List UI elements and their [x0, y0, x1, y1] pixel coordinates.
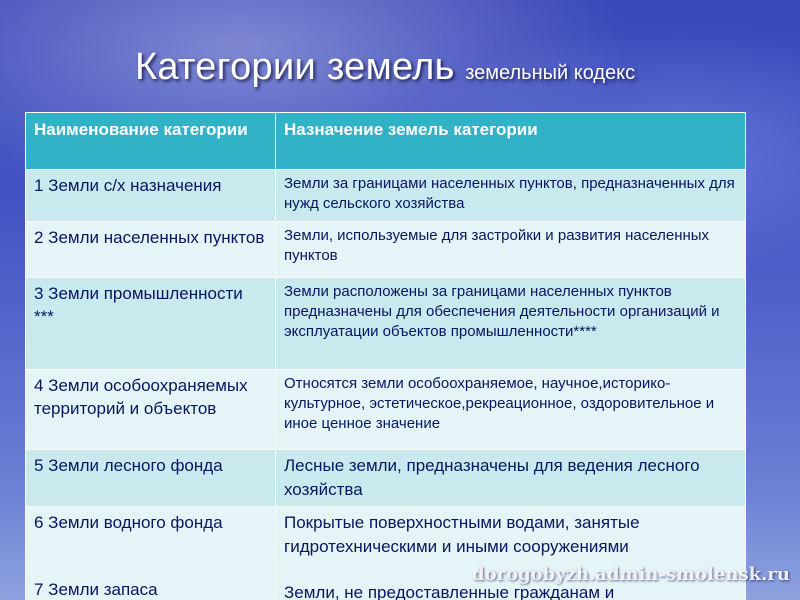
category-name: 2 Земли населенных пунктов [26, 222, 276, 278]
category-purpose: Земли расположены за границами населенных пунктов предназначены для обеспечения деятельности организаций и эксплуатации объектов промышленности**** [276, 278, 746, 370]
category-purpose: Относятся земли особоохраняемое, научное,историко-культурное, эстетическое,рекреационное, оздоровительное и иное ценное значение [276, 370, 746, 450]
category-purpose: Земли, не предоставленные гражданам и [284, 583, 615, 600]
table-row [26, 507, 746, 600]
title-main: Категории земель [135, 46, 455, 88]
table-row [26, 222, 746, 278]
category-purpose: Земли, используемые для застройки и развития населенных пунктов [276, 222, 746, 278]
category-name: 5 Земли лесного фонда [26, 450, 276, 507]
category-name: 1 Земли с/х назначения [26, 170, 276, 222]
category-name: 7 Земли запаса [34, 580, 158, 599]
header-category-purpose: Назначение земель категории [276, 113, 746, 170]
slide-title [135, 46, 635, 89]
category-purpose-cell [276, 507, 746, 600]
category-name: 4 Земли особоохраняемых территорий и объектов [26, 370, 276, 450]
table-row [26, 450, 746, 507]
category-purpose: Земли за границами населенных пунктов, предназначенных для нужд сельского хозяйства [276, 170, 746, 222]
site-watermark: dorogobyzh.admin-smolensk.ru [472, 564, 790, 585]
table-header-row [26, 113, 746, 170]
category-purpose: Лесные земли, предназначены для ведения лесного хозяйства [276, 450, 746, 507]
table-row [26, 370, 746, 450]
table-row [26, 170, 746, 222]
land-categories-table [25, 112, 746, 600]
title-subtitle: земельный кодекс [465, 62, 636, 84]
category-purpose: Покрытые поверхностными водами, занятые гидротехническими и иными сооружениями [284, 513, 640, 556]
header-category-name: Наименование категории [26, 113, 276, 170]
category-name-cell [26, 507, 276, 600]
category-name: 6 Земли водного фонда [34, 513, 223, 532]
category-name: 3 Земли промышленности *** [26, 278, 276, 370]
table-row [26, 278, 746, 370]
